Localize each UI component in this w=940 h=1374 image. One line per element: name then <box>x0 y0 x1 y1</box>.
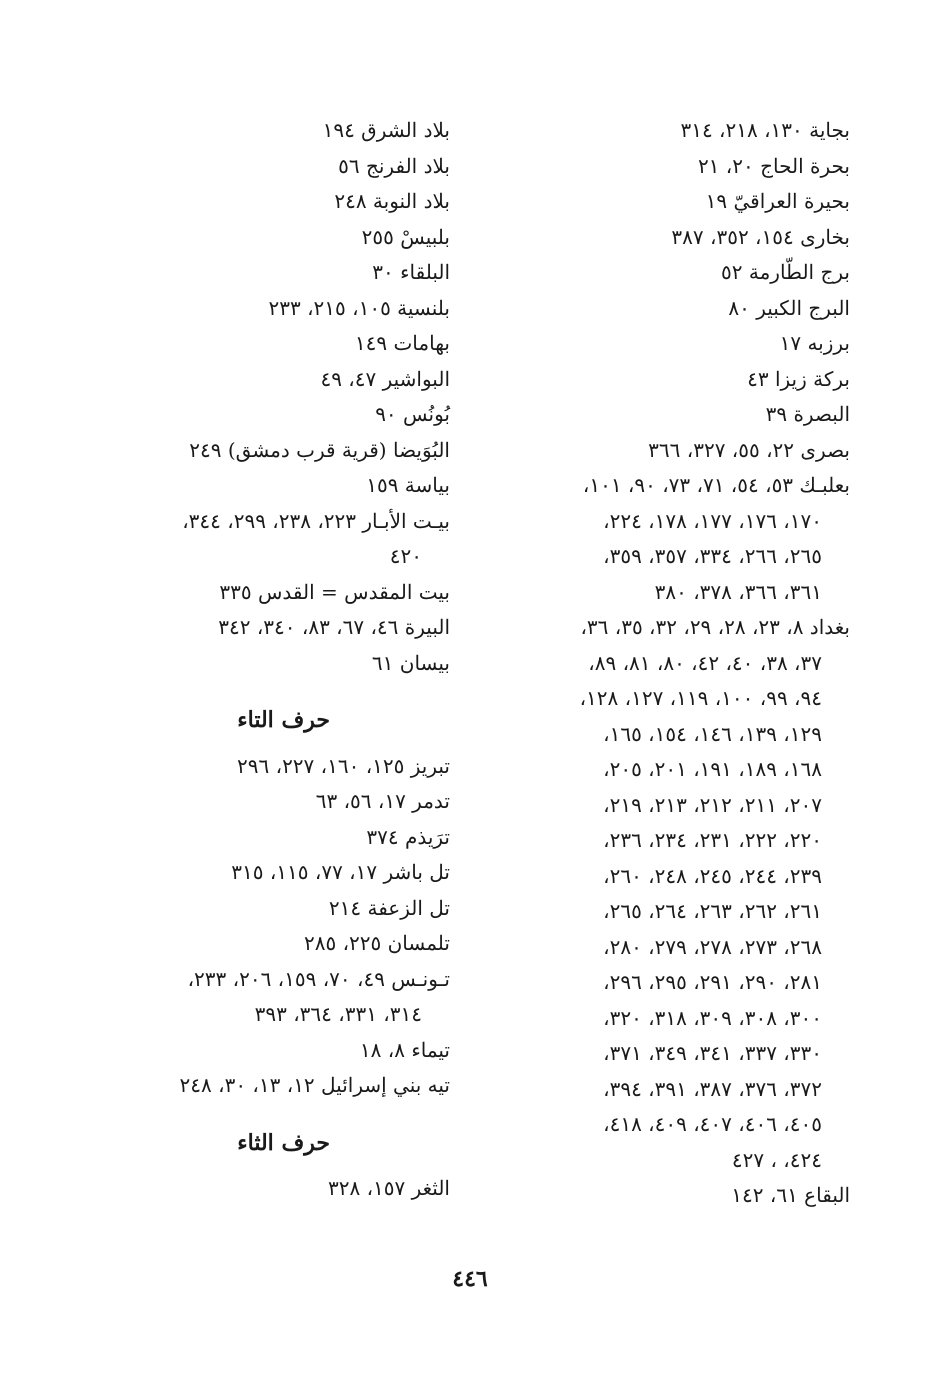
index-entry: بلاد الشرق ١٩٤ <box>322 118 450 142</box>
index-entry-continuation: ٣٦١، ٣٦٦، ٣٧٨، ٣٨٠ <box>654 579 822 604</box>
index-entry: بلاد الفرنج ٥٦ <box>338 153 450 178</box>
index-entry-continuation: ١٢٩، ١٣٩، ١٤٦، ١٥٤، ١٦٥، <box>603 721 822 746</box>
index-entry-continuation: ٢٦١، ٢٦٢، ٢٦٣، ٢٦٤، ٢٦٥، <box>603 899 822 923</box>
index-entry-continuation: ٤٢٠ <box>389 544 422 568</box>
index-entry: البرج الكبير ٨٠ <box>728 295 850 320</box>
index-entry: بصرى ٢٢، ٥٥، ٣٢٧، ٣٦٦ <box>648 437 850 462</box>
page-number: ٤٤٦ <box>452 1266 488 1292</box>
index-entry: برزبه ١٧ <box>779 331 850 355</box>
index-entry: تيماء ٨، ١٨ <box>359 1037 450 1062</box>
index-entry-continuation: ٣١٤، ٣٣١، ٣٦٤، ٣٩٣ <box>254 1002 422 1026</box>
index-entry-continuation: ٣٣٠، ٣٣٧، ٣٤١، ٣٤٩، ٣٧١، <box>603 1041 822 1065</box>
index-entry-continuation: ١٦٨، ١٨٩، ١٩١، ٢٠١، ٢٠٥، <box>603 757 822 781</box>
index-entry: البُوَيضا (قرية قرب دمشق) ٢٤٩ <box>189 437 450 462</box>
index-entry: بُونُس ٩٠ <box>375 402 450 426</box>
index-entry-continuation: ٣٧، ٣٨، ٤٠، ٤٢، ٨٠، ٨١، ٨٩، <box>588 650 822 675</box>
index-entry-continuation: ٢٦٨، ٢٧٣، ٢٧٨، ٢٧٩، ٢٨٠، <box>603 934 822 959</box>
index-entry: تبريز ١٢٥، ١٦٠، ٢٢٧، ٢٩٦ <box>237 753 450 778</box>
index-entry: بخارى ١٥٤، ٣٥٢، ٣٨٧ <box>671 224 850 249</box>
index-entry: بغداد ٨، ٢٣، ٢٨، ٢٩، ٣٢، ٣٥، ٣٦، <box>580 615 850 639</box>
index-entry: ترَيذم ٣٧٤ <box>366 824 450 849</box>
index-entry: البقاع ٦١، ١٤٢ <box>731 1183 850 1207</box>
index-entry: بركة زيزا ٤٣ <box>747 366 850 391</box>
index-entry-continuation: ٢٠٧، ٢١١، ٢١٢، ٢١٣، ٢١٩، <box>603 792 822 817</box>
index-entry: بحيرة العراقيّ ١٩ <box>705 189 850 213</box>
index-entry: البيرة ٤٦، ٦٧، ٨٣، ٣٤٠، ٣٤٢ <box>218 615 450 639</box>
index-entry: الثغر ١٥٧، ٣٢٨ <box>327 1176 450 1200</box>
index-entry: بلاد النوبة ٢٤٨ <box>334 189 450 213</box>
index-entry: بلبيسْ ٢٥٥ <box>361 224 450 249</box>
section-heading-thaa: حرف الثاء <box>237 1129 330 1156</box>
index-entry: البلقاء ٣٠ <box>372 260 450 284</box>
index-entry: البواشير ٤٧، ٤٩ <box>320 366 450 391</box>
index-entry: تل باشر ١٧، ٧٧، ١١٥، ٣١٥ <box>231 860 450 884</box>
index-entry: تـونـس ٤٩، ٧٠، ١٥٩، ٢٠٦، ٢٣٣، <box>187 966 450 991</box>
index-entry-continuation: ٢٦٥، ٢٦٦، ٣٣٤، ٣٥٧، ٣٥٩، <box>603 544 822 568</box>
index-entry: برج الطّارمة ٥٢ <box>721 260 850 284</box>
index-entry: بيت المقدس = القدس ٣٣٥ <box>219 579 450 604</box>
index-entry: تلمسان ٢٢٥، ٢٨٥ <box>303 931 450 955</box>
index-entry-continuation: ٩٤، ٩٩، ١٠٠، ١١٩، ١٢٧، ١٢٨، <box>579 686 822 710</box>
index-entry: بياسة ١٥٩ <box>366 473 450 497</box>
index-group-taa <box>100 749 450 1104</box>
index-entry-continuation: ٤٢٤، ، ٤٢٧ <box>731 1147 822 1172</box>
index-entry: بيـت الأبـار ٢٢٣، ٢٣٨، ٢٩٩، ٣٤٤، <box>182 508 450 533</box>
index-entry-continuation: ٢٣٩، ٢٤٤، ٢٤٥، ٢٤٨، ٢٦٠، <box>603 863 822 888</box>
index-column-right <box>500 113 850 1214</box>
index-entry: تدمر ١٧، ٥٦، ٦٣ <box>315 789 450 813</box>
index-entry: بعلبـك ٥٣، ٥٤، ٧١، ٧٣، ٩٠، ١٠١، <box>582 473 850 497</box>
index-entry: بلنسية ١٠٥، ٢١٥، ٢٣٣ <box>268 295 450 320</box>
index-group-thaa <box>100 1171 450 1207</box>
index-entry-continuation: ٢٢٠، ٢٢٢، ٢٣١، ٢٣٤، ٢٣٦، <box>603 828 822 852</box>
index-entry: تل الزعفة ٢١٤ <box>328 895 450 920</box>
index-entry: تيه بني إسرائيل ١٢، ١٣، ٣٠، ٢٤٨ <box>179 1073 450 1097</box>
index-column-left <box>100 113 450 1207</box>
index-entry-continuation: ٢٨١، ٢٩٠، ٢٩١، ٢٩٥، ٢٩٦، <box>603 970 822 994</box>
index-entry: بهامات ١٤٩ <box>354 331 450 355</box>
index-entry: بجاية ١٣٠، ٢١٨، ٣١٤ <box>680 118 850 142</box>
index-entry-continuation: ٣٠٠، ٣٠٨، ٣٠٩، ٣١٨، ٣٢٠، <box>603 1005 822 1030</box>
index-entry-continuation: ١٧٠، ١٧٦، ١٧٧، ١٧٨، ٢٢٤، <box>603 508 822 533</box>
index-group-baa-cont <box>100 113 450 681</box>
index-entry-continuation: ٤٠٥، ٤٠٦، ٤٠٧، ٤٠٩، ٤١٨، <box>603 1112 822 1136</box>
index-entry: بيسان ٦١ <box>371 650 450 675</box>
section-heading-taa: حرف التاء <box>237 707 330 733</box>
index-entry: بحرة الحاج ٢٠، ٢١ <box>697 153 850 178</box>
index-entry: البصرة ٣٩ <box>765 402 850 426</box>
index-entry-continuation: ٣٧٢، ٣٧٦، ٣٨٧، ٣٩١، ٣٩٤، <box>603 1076 822 1101</box>
